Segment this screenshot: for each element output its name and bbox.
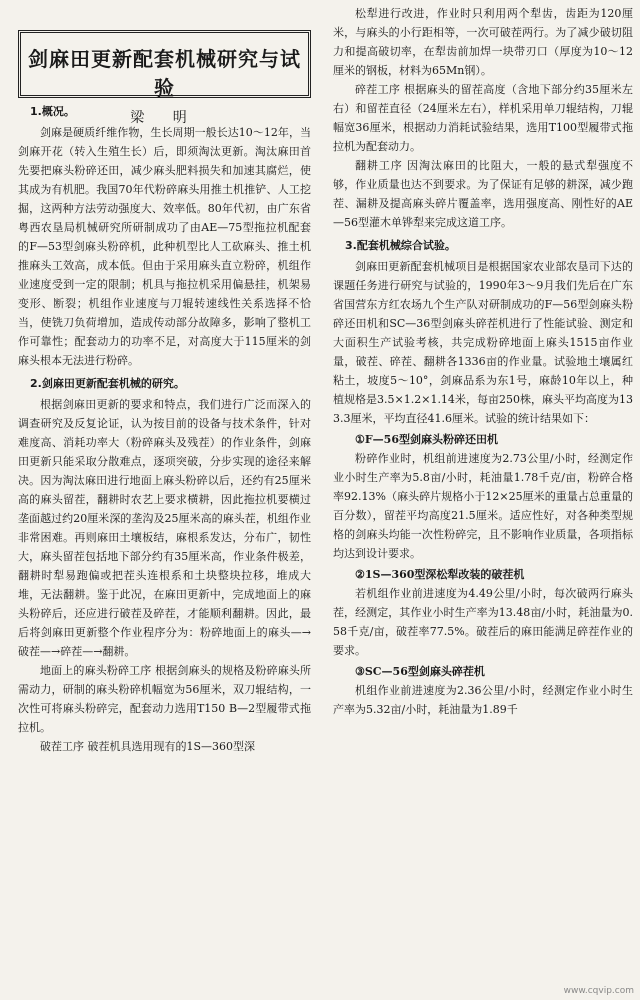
paragraph: 翻耕工序 因淘汰麻田的比阻大，一般的悬式犁强度不够，作业质量也达不到要求。为了保证有足够的耕深，减少跑茬、漏耕及提高麻头碎片覆盖率，选用强度高、刚性好的AE—56型灌木单铧犁来完成这道工序。 [333, 159, 633, 229]
paragraph: 破茬工序 破茬机具选用现有的1S—360型深 [40, 740, 256, 753]
paragraph: 松犁进行改进，作业时只利用两个犁齿，齿距为120厘米，与麻头的小行距相等，一次可破茬两行。为了减少破切阻力和提高破切率，在犁齿前加焊一块带刃口（厚度为10～12厘米的钢板，材料为65Mn钢）。 [333, 7, 633, 77]
paragraph: 若机组作业前进速度为4.49公里/小时，每次破两行麻头茬，经测定，其作业小时生产率为13.48亩/小时，耗油量为0.58千克/亩，破茬率77.5%。破茬后的麻田能满足碎茬作业的要求。 [333, 587, 633, 657]
paragraph: 剑麻田更新配套机械项目是根据国家农业部农垦司下达的课题任务进行研究与试验的，1990年3～9月我们先后在广东省国营东方红农场九个生产队对研制成功的F—56型剑麻头粉碎还田机和SC—36型剑麻头碎茬机进行了性能试验、测定和大面积生产试验考核，共完成粉碎地面上麻头1515亩作业量，破茬、碎茬、翻耕各1336亩的作业量。试验地土壤属红粘土，坡度5～10°，剑麻品系为东1号，麻龄10年以上，种植规格是3.5×1.2×1.14米，每亩250株，麻头平均高度为133.3厘米，平均直径41.6厘米。试验的统计结果如下： [333, 260, 633, 425]
paragraph: 机组作业前进速度为2.36公里/小时，经测定作业小时生产率为5.32亩/小时，耗油量为1.89千 [333, 684, 633, 716]
paragraph: 根据剑麻田更新的要求和特点，我们进行广泛而深入的调查研究及反复论证，认为按目前的设备与技术条件，针对难度高、消耗功率大（粉碎麻头及残茬）的作业条件，剑麻田更新只能采取分散难点，逐项突破，分步实现的途径来解决。因为淘汰麻田进行地面上麻头粉碎以后，还约有25厘米高的麻头留茬，翻耕时农艺上要求横耕，因此拖拉机要横过垄面越过约20厘米深的垄沟及25厘米高的麻头茬，机组作业非常困难。再则麻田土壤板结，麻根系发达，分布广，韧性大，麻头留茬包括地下部分约有35厘米高，作业条件极差，翻耕时犁易跑偏或把茬头连根系和土块整块拉移，堆成大堆，无法翻耕。鉴于此况，在麻田更新中，完成地面上的麻头粉碎后，还应进行破茬及碎茬，才能顺利翻耕。因此，最后将剑麻田更新整个作业程序分为：粉碎地面上的麻头—→破茬—→碎茬—→翻耕。 [18, 398, 311, 658]
paragraph: 粉碎作业时，机组前进速度为2.73公里/小时，经测定作业小时生产率为5.8亩/小时，耗油量1.78千克/亩，粉碎合格率92.13%（麻头碎片规格小于12×25厘米的重量占总重量的百分数），留茬平均高度21.5厘米。适应性好，对各种类型规格的剑麻头均能一次性粉碎完，且不影响作业质量，各项指标均达到设计要求。 [333, 452, 633, 560]
section-heading-3: 3.配套机械综合试验。 [345, 239, 456, 252]
section-heading-2: 2.剑麻田更新配套机械的研究。 [30, 377, 185, 390]
article-author: 梁 明 [130, 110, 199, 126]
subheading-3: ③SC—56型剑麻头碎茬机 [355, 665, 485, 678]
watermark: www.cqvip.com [563, 986, 634, 996]
article-title: 剑麻田更新配套机械研究与试验 [28, 47, 301, 100]
subheading-2: ②1S—360型深松犁改装的破茬机 [355, 568, 525, 581]
right-column [333, 0, 633, 719]
paragraph: 地面上的麻头粉碎工序 根据剑麻头的规格及粉碎麻头所需动力，研制的麻头粉碎机幅宽为56厘米，双刀辊结构，一次性可将麻头粉碎完，配套动力选用T150 B—2型履带式拖拉机。 [18, 664, 311, 734]
section-heading-1: 1.概况。 [30, 105, 75, 118]
paragraph: 剑麻是硬质纤维作物，生长周期一般长达10～12年，当剑麻开花（转入生殖生长）后，即须淘汰更新。淘汰麻田首先要把麻头粉碎还田，减少麻头肥料损失和加速其腐烂，使其成为有机肥。我国70年代粉碎麻头用推土机推铲、人工挖掘，这两种方法劳动强度大、效率低。80年代初，由广东省粤西农垦局机械研究所研制成功了由AE—75型拖拉机配套的F—53型剑麻头粉碎机，此种机型比人工砍麻头、推土机推麻头工效高，成本低。但由于采用麻头直立粉碎，机组作业速度受到一定的限制；机具与拖拉机采用偏悬挂，机架易变形、断裂；机组作业速度与刀辊转速线性关系选择不恰当，使铣刀负荷增加，造成传动部分故障多，影响了整机工作可靠性；配套动力的功率不足，对高度大于115厘米的剑麻头根本无法进行粉碎。 [18, 126, 311, 367]
subheading-1: ①F—56型剑麻头粉碎还田机 [355, 433, 498, 446]
left-column [18, 0, 311, 756]
paragraph: 碎茬工序 根据麻头的留茬高度（含地下部分约35厘米左右）和留茬直径（24厘米左右），样机采用单刀辊结构，刀辊幅宽36厘米，根据动力消耗试验结果，选用T100型履带式拖拉机为配套动力。 [333, 83, 633, 153]
